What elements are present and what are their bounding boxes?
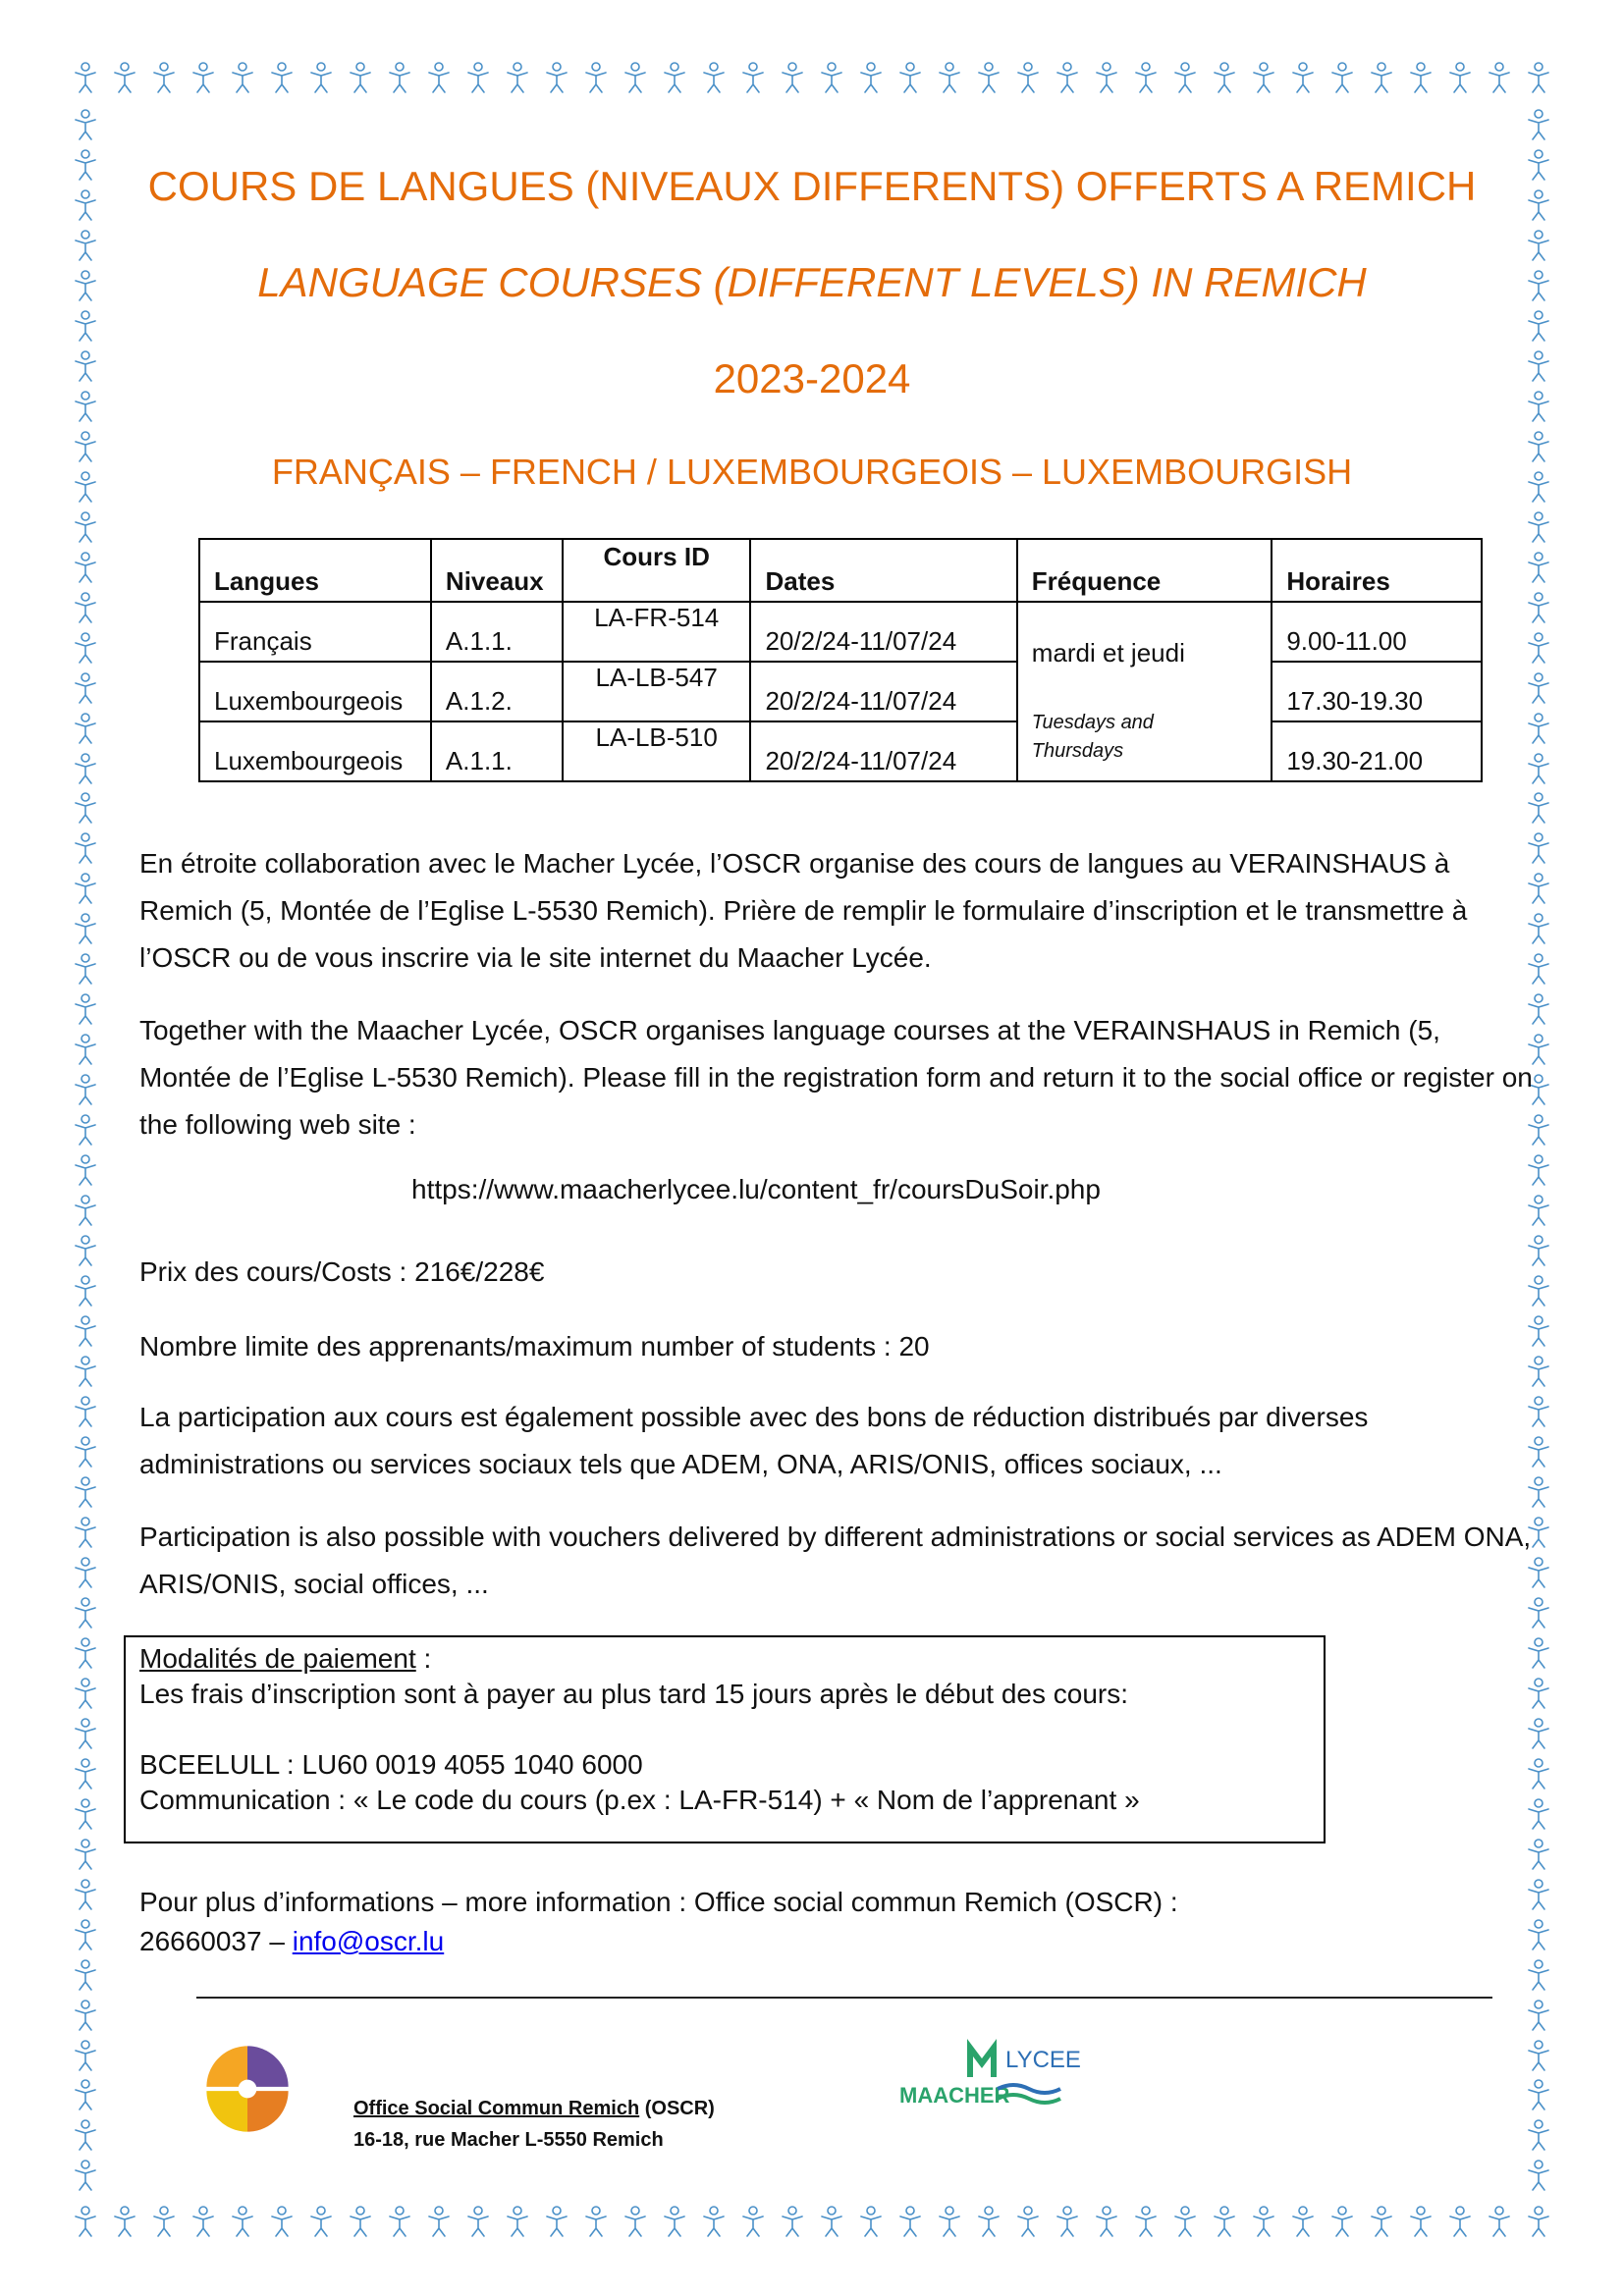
header-horaires: Horaires <box>1272 539 1482 602</box>
border-figure-icon <box>1524 2159 1553 2192</box>
border-figure-icon <box>71 1475 100 1509</box>
border-figure-icon <box>71 1838 100 1871</box>
border-figure-icon <box>71 591 100 624</box>
price-line: Prix des cours/Costs : 216€/228€ <box>139 1256 545 1287</box>
border-figure-icon <box>71 1878 100 1911</box>
border-figure-icon <box>1367 61 1396 94</box>
border-figure-icon <box>71 229 100 262</box>
border-figure-icon <box>71 2078 100 2111</box>
border-figure-icon <box>1524 1797 1553 1831</box>
border-figure-icon <box>1485 61 1514 94</box>
table-row <box>199 721 1482 781</box>
footer-rule <box>196 1997 1492 1999</box>
border-figure-icon <box>1406 2205 1435 2238</box>
header-frequence: Fréquence <box>1017 539 1272 602</box>
border-figure-icon <box>1406 61 1435 94</box>
border-figure-icon <box>1524 1636 1553 1670</box>
table-row <box>199 662 1482 721</box>
border-figure-icon <box>71 1757 100 1790</box>
border-figure-icon <box>71 1717 100 1750</box>
border-figure-icon <box>267 61 297 94</box>
border-figure-icon <box>1445 2205 1475 2238</box>
border-figure-icon <box>542 61 571 94</box>
cell-dates: 20/2/24-11/07/24 <box>750 721 1016 781</box>
border-figure-icon <box>1249 2205 1278 2238</box>
cell-niveau: A.1.1. <box>431 721 563 781</box>
border-figure-icon <box>346 61 375 94</box>
border-figure-icon <box>778 61 807 94</box>
header-langues: Langues <box>199 539 431 602</box>
border-figure-icon <box>71 108 100 141</box>
border-figure-icon <box>1524 1838 1553 1871</box>
border-figure-icon <box>503 2205 532 2238</box>
border-figure-icon <box>1524 752 1553 785</box>
border-figure-icon <box>1524 1194 1553 1227</box>
cell-dates: 20/2/24-11/07/24 <box>750 662 1016 721</box>
payment-communication: Communication : « Le code du cours (p.ex : LA-FR-514) + « Nom de l’apprenant » <box>139 1785 1140 1815</box>
border-figure-icon <box>1524 1958 1553 1992</box>
table-header-row <box>199 539 1482 602</box>
border-figure-icon <box>71 712 100 745</box>
payment-iban: BCEELULL : LU60 0019 4055 1040 6000 <box>139 1749 643 1780</box>
payment-title-suffix: : <box>415 1643 432 1674</box>
border-figure-icon <box>1210 2205 1239 2238</box>
border-figure-icon <box>71 61 100 94</box>
cell-cours-id: LA-LB-510 <box>563 721 751 781</box>
paragraph-english: Together with the Maacher Lycée, OSCR organises language courses at the VERAINSHAUS in Remich (5, Montée de l’Eglise L-5530 Remich). Please fill in the registration form and return it to the social office or register on the following web site : <box>139 1015 1533 1140</box>
border-figure-icon <box>71 1033 100 1066</box>
border-figure-icon <box>1524 1757 1553 1790</box>
header-cours-id: Cours ID <box>563 539 751 602</box>
frequence-fr: mardi et jeudi <box>1031 638 1185 667</box>
border-figure-icon <box>503 61 532 94</box>
border-figure-icon <box>71 1113 100 1147</box>
border-figure-icon <box>71 1677 100 1710</box>
border-figure-icon <box>71 1636 100 1670</box>
border-figure-icon <box>1053 2205 1082 2238</box>
border-figure-icon <box>660 61 689 94</box>
border-figure-icon <box>699 2205 729 2238</box>
border-figure-icon <box>71 1958 100 1992</box>
border-figure-icon <box>71 1435 100 1468</box>
courses-table <box>198 538 1483 782</box>
border-figure-icon <box>71 1918 100 1951</box>
border-figure-icon <box>1524 631 1553 665</box>
border-figure-icon <box>895 2205 925 2238</box>
title-year: 2023-2024 <box>713 355 911 401</box>
payment-box <box>124 1635 1326 1843</box>
border-figure-icon <box>306 61 336 94</box>
border-figure-icon <box>71 1073 100 1106</box>
border-figure-icon <box>1013 2205 1043 2238</box>
border-figure-icon <box>738 61 768 94</box>
border-figure-icon <box>699 61 729 94</box>
border-figure-icon <box>71 631 100 665</box>
border-bottom <box>71 2205 1553 2238</box>
cell-cours-id: LA-LB-547 <box>563 662 751 721</box>
border-figure-icon <box>228 2205 257 2238</box>
frequence-en-line2: Thursdays <box>1031 740 1124 762</box>
border-figure-icon <box>621 2205 650 2238</box>
cell-niveau: A.1.1. <box>431 602 563 662</box>
payment-title-line <box>139 1641 1310 1677</box>
maacher-lycee-logo <box>897 2038 1129 2112</box>
border-figure-icon <box>856 2205 886 2238</box>
border-figure-icon <box>424 2205 454 2238</box>
border-figure-icon <box>71 912 100 945</box>
border-figure-icon <box>581 2205 611 2238</box>
cell-niveau: A.1.2. <box>431 662 563 721</box>
border-figure-icon <box>621 61 650 94</box>
border-figure-icon <box>71 2039 100 2072</box>
border-figure-icon <box>110 2205 139 2238</box>
border-figure-icon <box>71 510 100 544</box>
border-figure-icon <box>424 61 454 94</box>
table-row <box>199 602 1482 662</box>
border-figure-icon <box>1524 1999 1553 2032</box>
border-figure-icon <box>110 61 139 94</box>
border-figure-icon <box>1524 2078 1553 2111</box>
border-figure-icon <box>71 1234 100 1267</box>
border-figure-icon <box>1524 229 1553 262</box>
border-figure-icon <box>1485 2205 1514 2238</box>
title-languages: FRANÇAIS – FRENCH / LUXEMBOURGEOIS – LUXEMBOURGISH <box>271 452 1353 492</box>
border-figure-icon <box>1524 791 1553 825</box>
footer-org-name: Office Social Commun Remich <box>353 2098 640 2119</box>
title-english: LANGUAGE COURSES (DIFFERENT LEVELS) IN REMICH <box>257 259 1367 305</box>
frequence-en <box>1032 709 1154 766</box>
border-figure-icon <box>1092 2205 1121 2238</box>
border-figure-icon <box>189 2205 218 2238</box>
email-link[interactable]: info@oscr.lu <box>292 1926 445 1956</box>
title-french: COURS DE LANGUES (NIVEAUX DIFFERENTS) OFFERTS A REMICH <box>147 163 1477 209</box>
footer-address: 16-18, rue Macher L-5550 Remich <box>353 2129 664 2151</box>
border-figure-icon <box>346 2205 375 2238</box>
border-figure-icon <box>895 61 925 94</box>
border-top <box>71 61 1553 94</box>
cell-frequence <box>1017 602 1272 781</box>
maacher-logo-text: MAACHER <box>899 2083 1010 2108</box>
border-figure-icon <box>306 2205 336 2238</box>
border-figure-icon <box>1524 712 1553 745</box>
border-figure-icon <box>71 2159 100 2192</box>
border-figure-icon <box>935 61 964 94</box>
border-figure-icon <box>856 61 886 94</box>
vouchers-english: Participation is also possible with vouchers delivered by different administrations or social services as ADEM ONA, ARIS/ONIS, social offices, ... <box>139 1522 1532 1599</box>
border-figure-icon <box>778 2205 807 2238</box>
contact-phone: 26660037 – <box>139 1926 293 1956</box>
border-figure-icon <box>1524 671 1553 705</box>
border-figure-icon <box>149 61 179 94</box>
border-figure-icon <box>1367 2205 1396 2238</box>
cell-langue: Français <box>199 602 431 662</box>
border-figure-icon <box>71 1274 100 1308</box>
border-figure-icon <box>71 2118 100 2152</box>
border-figure-icon <box>71 992 100 1026</box>
border-figure-icon <box>71 671 100 705</box>
border-figure-icon <box>71 1355 100 1388</box>
border-right <box>1524 108 1553 2193</box>
border-left <box>71 108 100 2193</box>
oscr-puzzle-logo <box>196 2038 298 2140</box>
cell-dates: 20/2/24-11/07/24 <box>750 602 1016 662</box>
contact-phone-line <box>139 1922 1534 1961</box>
border-figure-icon <box>463 61 493 94</box>
border-figure-icon <box>71 1556 100 1589</box>
paragraph-french: En étroite collaboration avec le Macher Lycée, l’OSCR organise des cours de langues au VERAINSHAUS à Remich (5, Montée de l’Eglise L-5530 Remich). Prière de remplir le formulaire d’inscription et le transmettre à l’OSCR ou de vous inscrire via le site internet du Maacher Lycée. <box>139 848 1468 973</box>
border-figure-icon <box>817 2205 846 2238</box>
border-figure-icon <box>660 2205 689 2238</box>
border-figure-icon <box>1249 61 1278 94</box>
border-figure-icon <box>738 2205 768 2238</box>
border-figure-icon <box>189 61 218 94</box>
border-figure-icon <box>974 2205 1003 2238</box>
border-figure-icon <box>1131 2205 1161 2238</box>
border-figure-icon <box>385 2205 414 2238</box>
border-figure-icon <box>71 1797 100 1831</box>
border-figure-icon <box>71 1999 100 2032</box>
payment-title: Modalités de paiement <box>139 1643 416 1674</box>
border-figure-icon <box>1053 61 1082 94</box>
border-figure-icon <box>1170 61 1200 94</box>
frequence-en-line1: Tuesdays and <box>1031 712 1154 733</box>
border-figure-icon <box>1327 2205 1357 2238</box>
cell-horaire: 9.00-11.00 <box>1272 602 1482 662</box>
footer-org-abbr: (OSCR) <box>639 2098 715 2119</box>
border-figure-icon <box>71 752 100 785</box>
border-figure-icon <box>1524 591 1553 624</box>
border-figure-icon <box>817 61 846 94</box>
border-figure-icon <box>1288 2205 1318 2238</box>
border-figure-icon <box>1524 309 1553 343</box>
border-figure-icon <box>974 61 1003 94</box>
border-figure-icon <box>1092 61 1121 94</box>
border-figure-icon <box>1524 2118 1553 2152</box>
border-figure-icon <box>1327 61 1357 94</box>
border-figure-icon <box>71 2205 100 2238</box>
border-figure-icon <box>1288 61 1318 94</box>
header-niveaux: Niveaux <box>431 539 563 602</box>
payment-deadline: Les frais d’inscription sont à payer au plus tard 15 jours après le début des cours: <box>139 1679 1129 1709</box>
border-figure-icon <box>149 2205 179 2238</box>
border-figure-icon <box>1524 1677 1553 1710</box>
border-figure-icon <box>1524 2039 1553 2072</box>
registration-url[interactable]: https://www.maacherlycee.lu/content_fr/coursDuSoir.php <box>411 1174 1101 1204</box>
border-figure-icon <box>1524 551 1553 584</box>
vouchers-french: La participation aux cours est également possible avec des bons de réduction distribués par diverses administrations ou services sociaux tels que ADEM, ONA, ARIS/ONIS, offices sociaux, ... <box>139 1402 1369 1479</box>
border-figure-icon <box>71 551 100 584</box>
contact-block <box>139 1883 1534 1961</box>
footer-organisation <box>353 2093 715 2156</box>
border-figure-icon <box>228 61 257 94</box>
border-figure-icon <box>71 1596 100 1629</box>
lycee-logo-text: LYCEE <box>1005 2047 1081 2073</box>
cell-langue: Luxembourgeois <box>199 662 431 721</box>
border-figure-icon <box>1210 61 1239 94</box>
border-figure-icon <box>71 831 100 865</box>
border-figure-icon <box>71 872 100 905</box>
border-figure-icon <box>581 61 611 94</box>
border-figure-icon <box>71 1516 100 1549</box>
cell-cours-id: LA-FR-514 <box>563 602 751 662</box>
border-figure-icon <box>1445 61 1475 94</box>
border-figure-icon <box>1524 108 1553 141</box>
border-figure-icon <box>1524 510 1553 544</box>
border-figure-icon <box>267 2205 297 2238</box>
max-students-line: Nombre limite des apprenants/maximum number of students : 20 <box>139 1331 930 1362</box>
cell-horaire: 19.30-21.00 <box>1272 721 1482 781</box>
cell-horaire: 17.30-19.30 <box>1272 662 1482 721</box>
border-figure-icon <box>935 2205 964 2238</box>
border-figure-icon <box>71 1395 100 1428</box>
border-figure-icon <box>1170 2205 1200 2238</box>
border-figure-icon <box>71 309 100 343</box>
contact-line: Pour plus d’informations – more information : Office social commun Remich (OSCR) : <box>139 1887 1178 1917</box>
border-figure-icon <box>385 61 414 94</box>
border-figure-icon <box>71 952 100 986</box>
border-figure-icon <box>1131 61 1161 94</box>
border-figure-icon <box>1524 61 1553 94</box>
border-figure-icon <box>463 2205 493 2238</box>
cell-langue: Luxembourgeois <box>199 721 431 781</box>
border-figure-icon <box>71 791 100 825</box>
border-figure-icon <box>1013 61 1043 94</box>
border-figure-icon <box>1524 1717 1553 1750</box>
border-figure-icon <box>1524 2205 1553 2238</box>
border-figure-icon <box>542 2205 571 2238</box>
border-figure-icon <box>71 1314 100 1348</box>
border-figure-icon <box>1524 1153 1553 1187</box>
header-dates: Dates <box>750 539 1016 602</box>
